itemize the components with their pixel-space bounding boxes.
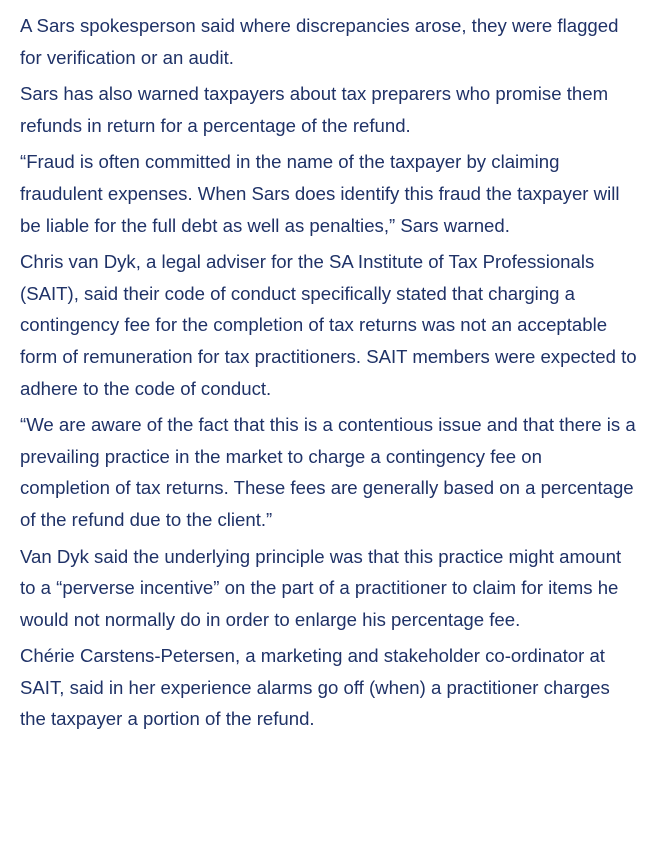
paragraph-sars-discrepancies: A Sars spokesperson said where discrepancies arose, they were flagged for verification or an audit. xyxy=(20,15,619,68)
paragraph-tax-preparers-warning: Sars has also warned taxpayers about tax preparers who promise them refunds in return for a percentage of the refund. xyxy=(20,83,609,136)
paragraph-alarms-go-off: Chérie Carstens-Petersen, a marketing and stakeholder co-ordinator at SAIT, said in her experience alarms go off (when) a practitioner charges the taxpayer a portion of the refund. xyxy=(20,645,610,730)
paragraph-code-of-conduct: Chris van Dyk, a legal adviser for the SA Institute of Tax Professionals (SAIT), said their code of conduct specifically stated that charging a contingency fee for the completion of tax returns was not an acceptable form of remuneration for tax practitioners. SAIT members were expected to adhere to the code of conduct. xyxy=(20,251,637,399)
paragraph-contingency-fee-quote: “We are aware of the fact that this is a contentious issue and that there is a prevailing practice in the market to charge a contingency fee on completion of tax returns. These fees are generally based on a percentage of the refund due to the client.” xyxy=(20,414,636,530)
paragraph-fraud-quote: “Fraud is often committed in the name of the taxpayer by claiming fraudulent expenses. When Sars does identify this fraud the taxpayer will be liable for the full debt as well as penalties,” Sars warned. xyxy=(20,151,620,236)
paragraph-perverse-incentive: Van Dyk said the underlying principle was that this practice might amount to a “perverse incentive” on the part of a practitioner to claim for items he would not normally do in order to enlarge his percentage fee. xyxy=(20,545,622,630)
